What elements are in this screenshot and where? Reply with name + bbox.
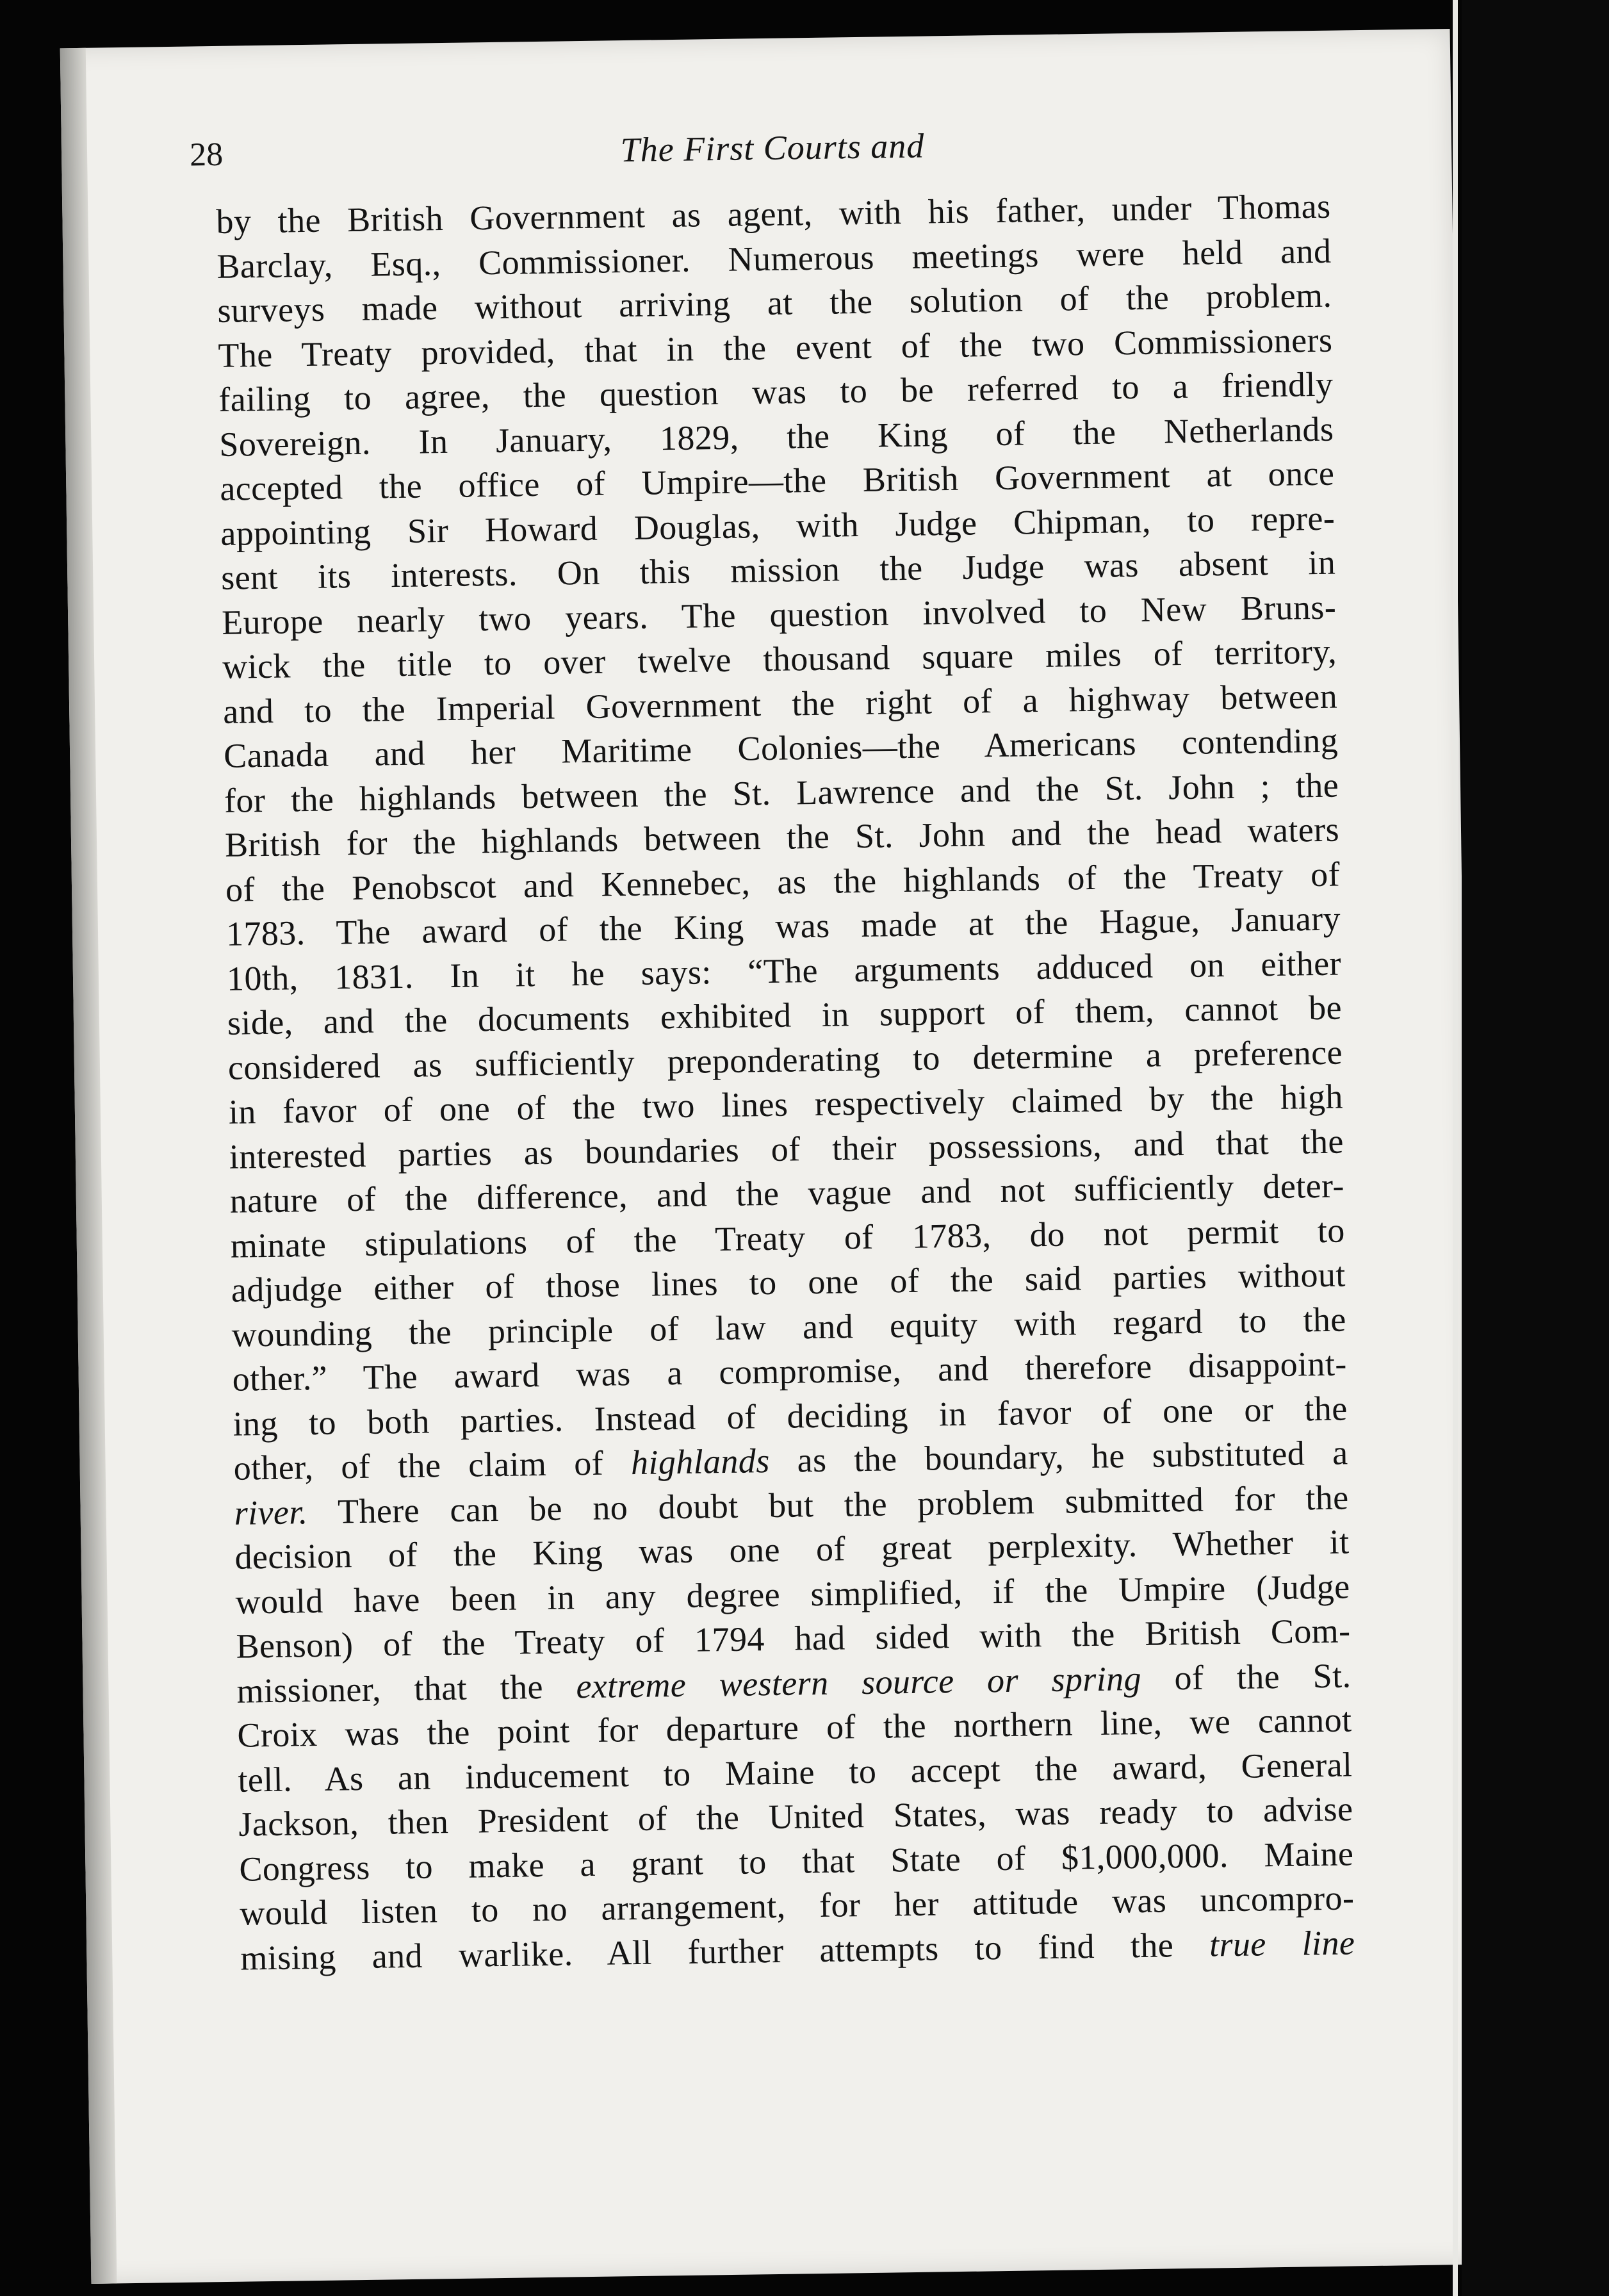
text-line: by the British Government as agent, with his father, under Thomas (216, 186, 1331, 241)
text-line: Croix was the point for departure of the northern line, we cannot (237, 1700, 1352, 1755)
text-line: wick the title to over twelve thousand square miles of territory, (222, 632, 1337, 686)
running-title: The First Courts and (620, 126, 925, 170)
text-line: appointing Sir Howard Douglas, with Judge Chipman, to repre- (220, 498, 1335, 553)
text-line: Canada and her Maritime Colonies—the Americans contending (223, 721, 1339, 775)
body-text (216, 184, 1355, 1981)
text-line: sent its interests. On this mission the Judge was absent in (220, 543, 1336, 597)
text-line: 10th, 1831. In it he says: “The arguments adduced on either (226, 944, 1342, 998)
facing-page-shadow (1462, 0, 1609, 2296)
text-line: considered as sufficiently preponderating to determine a preference (227, 1033, 1343, 1087)
text-line: adjudge either of those lines to one of the said parties without (231, 1255, 1346, 1309)
text-line: 1783. The award of the King was made at the Hague, January (225, 899, 1341, 953)
text-run: as the boundary, he substituted a (769, 1433, 1348, 1480)
text-line: would have been in any degree simplified, if the Umpire (Judge (235, 1566, 1350, 1621)
text-line: accepted the office of Umpire—the British Government at once (219, 454, 1335, 508)
text-line: Benson) of the Treaty of 1794 had sided with the British Com- (236, 1611, 1351, 1666)
text-line: failing to agree, the question was to be referred to a friendly (218, 365, 1334, 419)
text-run: mising and warlike. All further attempts to find the (240, 1925, 1210, 1978)
text-line: British for the highlands between the St. John and the head waters (224, 810, 1340, 864)
text-run: There can be no doubt but the problem submitted for the (307, 1477, 1349, 1531)
text-line: minate stipulations of the Treaty of 1783, do not permit to (230, 1210, 1346, 1265)
text-line: Congress to make a grant to that State of $1,000,000. Maine (239, 1833, 1354, 1889)
text-line: other.” The award was a compromise, and therefore disappoint- (232, 1344, 1348, 1398)
text-line: side, and the documents exhibited in support of them, cannot be (227, 988, 1343, 1042)
italic-text-run: extreme western source or spring (576, 1659, 1142, 1705)
page-number: 28 (189, 136, 224, 174)
text-line: would listen to no arrangement, for her attitude was uncompro- (239, 1878, 1355, 1933)
text-line: ing to both parties. Instead of deciding in favor of one or the (233, 1388, 1348, 1443)
text-line: in favor of one of the two lines respectively claimed by the high (228, 1077, 1344, 1131)
text-line: Jackson, then President of the United States, was ready to advise (238, 1789, 1353, 1844)
text-line: of the Penobscot and Kennebec, as the highlands of the Treaty of (225, 855, 1341, 909)
italic-text-run: highlands (630, 1441, 771, 1482)
text-line: Barclay, Esq., Commissioner. Numerous meetings were held and (216, 231, 1332, 286)
book-page (60, 29, 1482, 2284)
text-run: missioner, that the (236, 1666, 576, 1710)
text-line: tell. As an inducement to Maine to accept the award, General (238, 1744, 1353, 1800)
text-line: interested parties as boundaries of their possessions, and that the (229, 1122, 1344, 1176)
text-line: surveys made without arriving at the solution of the problem. (217, 275, 1332, 330)
text-line: wounding the principle of law and equity with regard to the (231, 1299, 1347, 1354)
text-line: and to the Imperial Government the right of a highway between (222, 676, 1338, 731)
italic-text-run: river. (234, 1492, 308, 1532)
text-run: of the St. (1141, 1655, 1352, 1698)
italic-text-run: true line (1209, 1923, 1355, 1964)
text-line: Europe nearly two years. The question involved to New Bruns- (221, 587, 1337, 642)
text-line: decision of the King was one of great perplexity. Whether it (234, 1522, 1350, 1577)
running-head (190, 120, 1356, 193)
text-line: nature of the difference, and the vague and not sufficiently deter- (229, 1166, 1345, 1220)
page-right-margin (1453, 0, 1458, 2296)
text-line: Sovereign. In January, 1829, the King of the Netherlands (218, 409, 1334, 464)
text-line: The Treaty provided, that in the event of the two Commissioners (218, 320, 1333, 375)
text-run: other, of the claim of (233, 1443, 632, 1488)
text-line: for the highlands between the St. Lawrence and the St. John ; the (224, 766, 1339, 820)
